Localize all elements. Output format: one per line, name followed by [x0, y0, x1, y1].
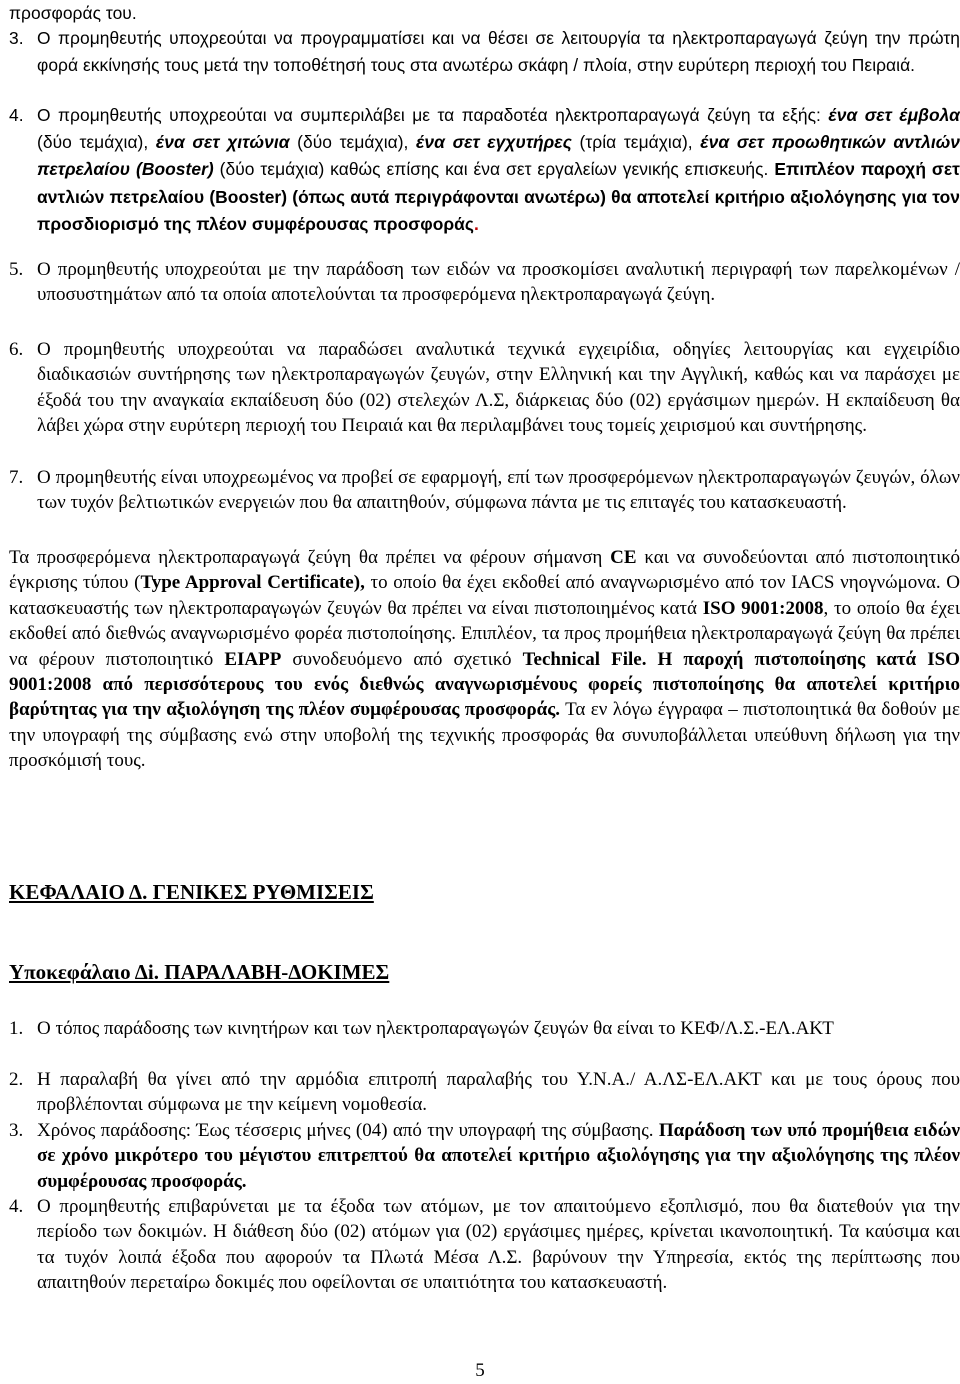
continued-line: προσφοράς του. — [9, 3, 137, 23]
para-text: συνοδευόμενο από σχετικό — [281, 648, 523, 670]
item-text: Ο προμηθευτής επιβαρύνεται με τα έξοδα των ατόμων, με τον απαιτούμενο εξοπλισμό, που θα διατεθούν για την περίοδο των δοκιμών. Η διάθεση δύο (02) ατόμων για (02) εργάσιμες ημέρες, κρίνεται ικανοποιητική. Τα καύσιμα και τα τυχόν λοιπά έξοδα που αφορούν τα Πλωτά Μέσα Λ.Σ. βαρύνουν την Υπηρεσία, εκτός της περίπτωσης που απαιτηθούν περεταίρω δοκιμές που οφείλονται σε υπαιτιότητα του κατασκευαστή. — [37, 1196, 960, 1294]
item-text: Ο προμηθευτής είναι υποχρεωμένος να προβεί σε εφαρμογή, επί των προσφερόμενων ηλεκτροπαραγωγών ζευγών, όλων των τυχόν βελτιωτικών ενεργειών που θα απαιτηθούν, σύμφωνα πάντα με τις επιταγές του κατασκευαστή. — [37, 467, 960, 514]
item-bold-text: ένα σετ χιτώνια — [155, 132, 290, 153]
item-number: 6. — [9, 339, 24, 360]
para-text: Τα προσφερόμενα ηλεκτροπαραγωγά ζεύγη θα πρέπει να φέρουν σήμανση — [9, 547, 611, 568]
list-item — [9, 1067, 960, 1118]
page-number: 5 — [475, 1360, 485, 1381]
item-number: 2. — [9, 1069, 24, 1090]
sub-heading: Υποκεφάλαιο Δi. ΠΑΡΑΛΑΒΗ-ΔΟΚΙΜΕΣ — [9, 960, 390, 984]
item-number: 4. — [9, 1196, 24, 1217]
para-text: , το οποίο θα έχει εκδοθεί από διεθνώς αναγνωρισμένο φορέα πιστοποίησης. Επιπλέον, τα προς προμήθεια ηλεκτροπαραγωγά ζεύγη θα πρέπει να φέρουν πιστοποιητικό — [9, 597, 960, 670]
item-text: (δύο τεμάχια) καθώς επίσης και ένα σετ εργαλείων γενικής επισκευής. — [213, 159, 775, 180]
item-number: 5. — [9, 259, 24, 280]
list-item — [9, 1194, 960, 1296]
para-bold-text: CE — [610, 547, 637, 568]
para-text: και να συνοδεύονται από πιστοποιητικό έγκρισης τύπου ( — [9, 547, 960, 594]
list-item — [9, 337, 960, 439]
item-text: (δύο τεμάχια), — [289, 132, 417, 153]
list-item — [9, 102, 960, 238]
item-text: Ο τόπος παράδοσης των κινητήρων και των ηλεκτροπαραγωγών ζευγών θα είναι το ΚΕΦ/Λ.Σ.-ΕΛ.ΑΚΤ — [37, 1018, 834, 1039]
item-bold-text: ένα σετ εγχυτήρες — [416, 132, 572, 153]
list-item — [9, 257, 960, 308]
para-bold-text: ISO 9001:2008 — [702, 597, 824, 619]
item-text: Ο προμηθευτής υποχρεούται να συμπεριλάβει με τα παραδοτέα ηλεκτροπαραγωγά ζεύγη τα εξής: — [37, 105, 829, 125]
item-text: Χρόνος παράδοσης: Έως τέσσερις μήνες (04) από την υπογραφή της σύμβασης. — [37, 1120, 659, 1141]
item-number: 7. — [9, 467, 24, 488]
item-text: (δύο τεμάχια), — [37, 132, 156, 153]
item-text: Ο προμηθευτής υποχρεούται με την παράδοση των ειδών να προσκομίσει αναλυτική περιγραφή των παρελκομένων / υποσυστημάτων από τα οποία αποτελούνται τα προσφερόμενα ηλεκτροπαραγωγά ζεύγη. — [37, 259, 960, 306]
list-item — [9, 25, 960, 79]
para-text: το οποίο θα έχει εκδοθεί από αναγνωρισμένο από τον IACS νηογνώμονα. Ο κατασκευαστής των ηλεκτροπαραγωγών ζευγών θα πρέπει να είναι πιστοποιημένος κατά — [9, 572, 960, 619]
chapter-heading: ΚΕΦΑΛΑΙΟ Δ. ΓΕΝΙΚΕΣ ΡΥΘΜΙΣΕΙΣ — [9, 880, 374, 904]
item-bold-text: ένα σετ έμβολα — [828, 105, 960, 125]
para-bold-text: Technical File. Η παροχή πιστοποίησης κατά ISO 9001:2008 από περισσότερους του ενός διεθνώς αναγνωρισμένους φορείς πιστοποίησης θα αποτελεί κριτήριο βαρύτητας για την αξιολόγηση της πλέον συμφέρουσας προσφοράς. — [9, 648, 960, 721]
para-text: Τα εν λόγω έγγραφα – πιστοποιητικά θα δοθούν με την υπογραφή της σύμβασης ενώ στην υποβολή της τεχνικής προσφοράς θα συνυποβάλλεται υπεύθυνη δήλωση για την προσκόμισή τους. — [9, 699, 960, 772]
item-number: 3. — [9, 1120, 24, 1141]
item-text: (τρία τεμάχια), — [571, 132, 701, 153]
item-number: 1. — [9, 1018, 24, 1039]
para-bold-text: EIAPP — [224, 648, 282, 670]
item-bold-text: Παράδοση των υπό προμήθεια ειδών σε χρόνο μικρότερο του μέγιστου επιτρεπτού θα αποτελεί κριτήριο αξιολόγησης για την αξιολόγησης της πλέον συμφέρουσας προσφοράς. — [37, 1120, 960, 1192]
list-item — [9, 1016, 960, 1041]
list-item — [9, 1118, 960, 1194]
item-text: Η παραλαβή θα γίνει από την αρμόδια επιτροπή παραλαβής του Υ.Ν.Α./ Α.ΛΣ-ΕΛ.ΑΚΤ και με τους όρους που προβλέπονται σύμφωνα με την κείμενη νομοθεσία. — [37, 1069, 960, 1116]
para-bold-text: Type Approval Certificate), — [140, 572, 365, 594]
item-number: 3. — [9, 28, 24, 48]
list-item — [9, 465, 960, 516]
certification-paragraph — [9, 545, 960, 774]
item-bold-text: Επιπλέον παροχή σετ αντλιών πετρελαίου (Booster) (όπως αυτά περιγράφονται ανωτέρω) θα αποτελεί κριτήριο αξιολόγησης για τον προσδιορισμό της πλέον συμφέρουσας προσφοράς — [37, 159, 960, 234]
item-number: 4. — [9, 105, 24, 125]
item-text: Ο προμηθευτής υποχρεούται να παραδώσει αναλυτικά τεχνικά εγχειρίδια, οδηγίες λειτουργίας και εγχειρίδιο διαδικασιών συντήρησης των ηλεκτροπαραγωγών ζευγών, στην Ελληνική και την Αγγλική, καθώς και να παράσχει με έξοδά του την αναγκαία εκπαίδευση δύο (02) στελεχών Λ.Σ, διάρκειας δύο (02) εργάσιμων ημερών. Η εκπαίδευση θα λάβει χώρα στην ευρύτερη περιοχή του Πειραιά και θα περιλαμβάνει τους τομείς χειρισμού και συντήρησης. — [37, 339, 960, 437]
item-bold-text: ένα σετ προωθητικών αντλιών πετρελαίου (Booster) — [37, 132, 960, 180]
item-text: Ο προμηθευτής υποχρεούται να προγραμματίσει και να θέσει σε λειτουργία τα ηλεκτροπαραγωγά ζεύγη την πρώτη φορά εκκίνησής τους μετά την τοποθέτησή τους στα ανωτέρω σκάφη / πλοία, στην ευρύτερη περιοχή του Πειραιά. — [37, 28, 960, 76]
red-period: . — [474, 213, 479, 234]
